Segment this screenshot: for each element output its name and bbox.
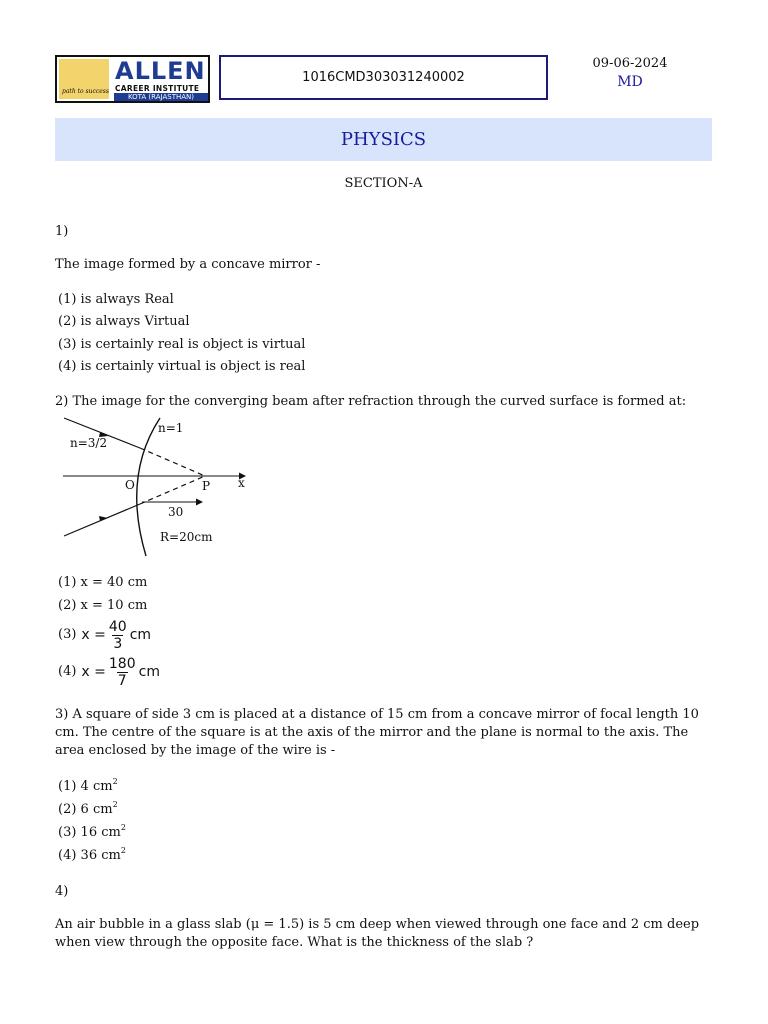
q3-option-2-label: (2) 6 cm bbox=[58, 802, 113, 817]
institute-logo bbox=[55, 55, 210, 103]
lower-ray-arrow-icon bbox=[99, 516, 108, 521]
q2-option-2: (2) x = 10 cm bbox=[58, 598, 148, 613]
q2-option-4-lhs: x = bbox=[81, 664, 106, 680]
q1-option-2: (2) is always Virtual bbox=[58, 314, 190, 329]
label-axis: x bbox=[238, 476, 245, 490]
refraction-diagram bbox=[60, 414, 250, 560]
logo-location: KOTA (RAJASTHAN) bbox=[114, 93, 208, 102]
q4-number: 4) bbox=[55, 884, 69, 899]
q1-text: The image formed by a concave mirror - bbox=[55, 257, 321, 272]
q2-option-3-numerator: 40 bbox=[108, 618, 127, 635]
exam-stream: MD bbox=[617, 74, 643, 90]
q2-option-4-denominator: 7 bbox=[117, 672, 127, 689]
logo-institute: CAREER INSTITUTE bbox=[115, 84, 200, 93]
q3-option-4-label: (4) 36 cm bbox=[58, 848, 121, 863]
curved-surface bbox=[137, 418, 160, 556]
q3-option-2 bbox=[58, 801, 118, 819]
label-n-right: n=1 bbox=[158, 421, 184, 435]
q2-option-4 bbox=[58, 654, 160, 690]
label-point: P bbox=[202, 479, 211, 493]
q2-option-3-fraction bbox=[108, 619, 128, 652]
q3-option-1-label: (1) 4 cm bbox=[58, 779, 113, 794]
section-heading: SECTION-A bbox=[344, 176, 423, 191]
q1-option-1: (1) is always Real bbox=[58, 292, 174, 307]
q2-option-4-unit: cm bbox=[138, 664, 160, 680]
q2-option-4-numerator: 180 bbox=[108, 655, 136, 672]
label-n-left: n=3/2 bbox=[70, 436, 108, 450]
q3-option-3-label: (3) 16 cm bbox=[58, 825, 121, 840]
q1-option-4: (4) is certainly virtual is object is real bbox=[58, 359, 306, 374]
logo-tagline: path to success bbox=[62, 88, 109, 95]
q2-option-3-lhs: x = bbox=[81, 627, 106, 643]
q2-option-1: (1) x = 40 cm bbox=[58, 575, 148, 590]
logo-brand: ALLEN bbox=[115, 57, 206, 85]
q3-option-3 bbox=[58, 824, 126, 842]
q3-text: 3) A square of side 3 cm is placed at a distance of 15 cm from a concave mirror of focal length 10 cm. The centre of the square is at the axis of the mirror and the plane is normal to the axis. The area enclosed by the image of the wire is - bbox=[55, 707, 699, 758]
q3-option-3-exponent: 2 bbox=[120, 823, 126, 832]
q1-option-3: (3) is certainly real is object is virtual bbox=[58, 337, 306, 352]
lower-dashed-extension bbox=[140, 476, 205, 504]
q2-option-3-unit: cm bbox=[129, 627, 152, 643]
q2-option-3-denominator: 3 bbox=[113, 635, 123, 652]
q3-option-1 bbox=[58, 778, 118, 796]
q3-option-1-exponent: 2 bbox=[112, 777, 118, 786]
q2-option-3-label: (3) bbox=[58, 627, 77, 642]
q2-option-3 bbox=[58, 617, 151, 653]
q2-text: 2) The image for the converging beam after refraction through the curved surface is formed at: bbox=[55, 394, 687, 409]
paper-code: 1016CMD303031240002 bbox=[219, 55, 548, 100]
label-distance: 30 bbox=[168, 505, 184, 519]
q3-option-4-exponent: 2 bbox=[120, 846, 126, 855]
upper-dashed-extension bbox=[140, 448, 205, 476]
q3-option-2-exponent: 2 bbox=[112, 800, 118, 809]
q3-option-4 bbox=[58, 847, 126, 865]
exam-date: 09-06-2024 bbox=[592, 56, 668, 71]
q2-option-4-label: (4) bbox=[58, 664, 77, 679]
subject-banner: PHYSICS bbox=[55, 118, 712, 161]
label-origin: O bbox=[125, 478, 135, 492]
q1-number: 1) bbox=[55, 224, 69, 239]
q4-text: An air bubble in a glass slab (μ = 1.5) is 5 cm deep when viewed through one face and 2 cm deep when view through the opposite face. What is the thickness of the slab ? bbox=[55, 917, 700, 950]
q2-option-4-fraction bbox=[108, 656, 137, 689]
label-radius: R=20cm bbox=[160, 530, 213, 544]
